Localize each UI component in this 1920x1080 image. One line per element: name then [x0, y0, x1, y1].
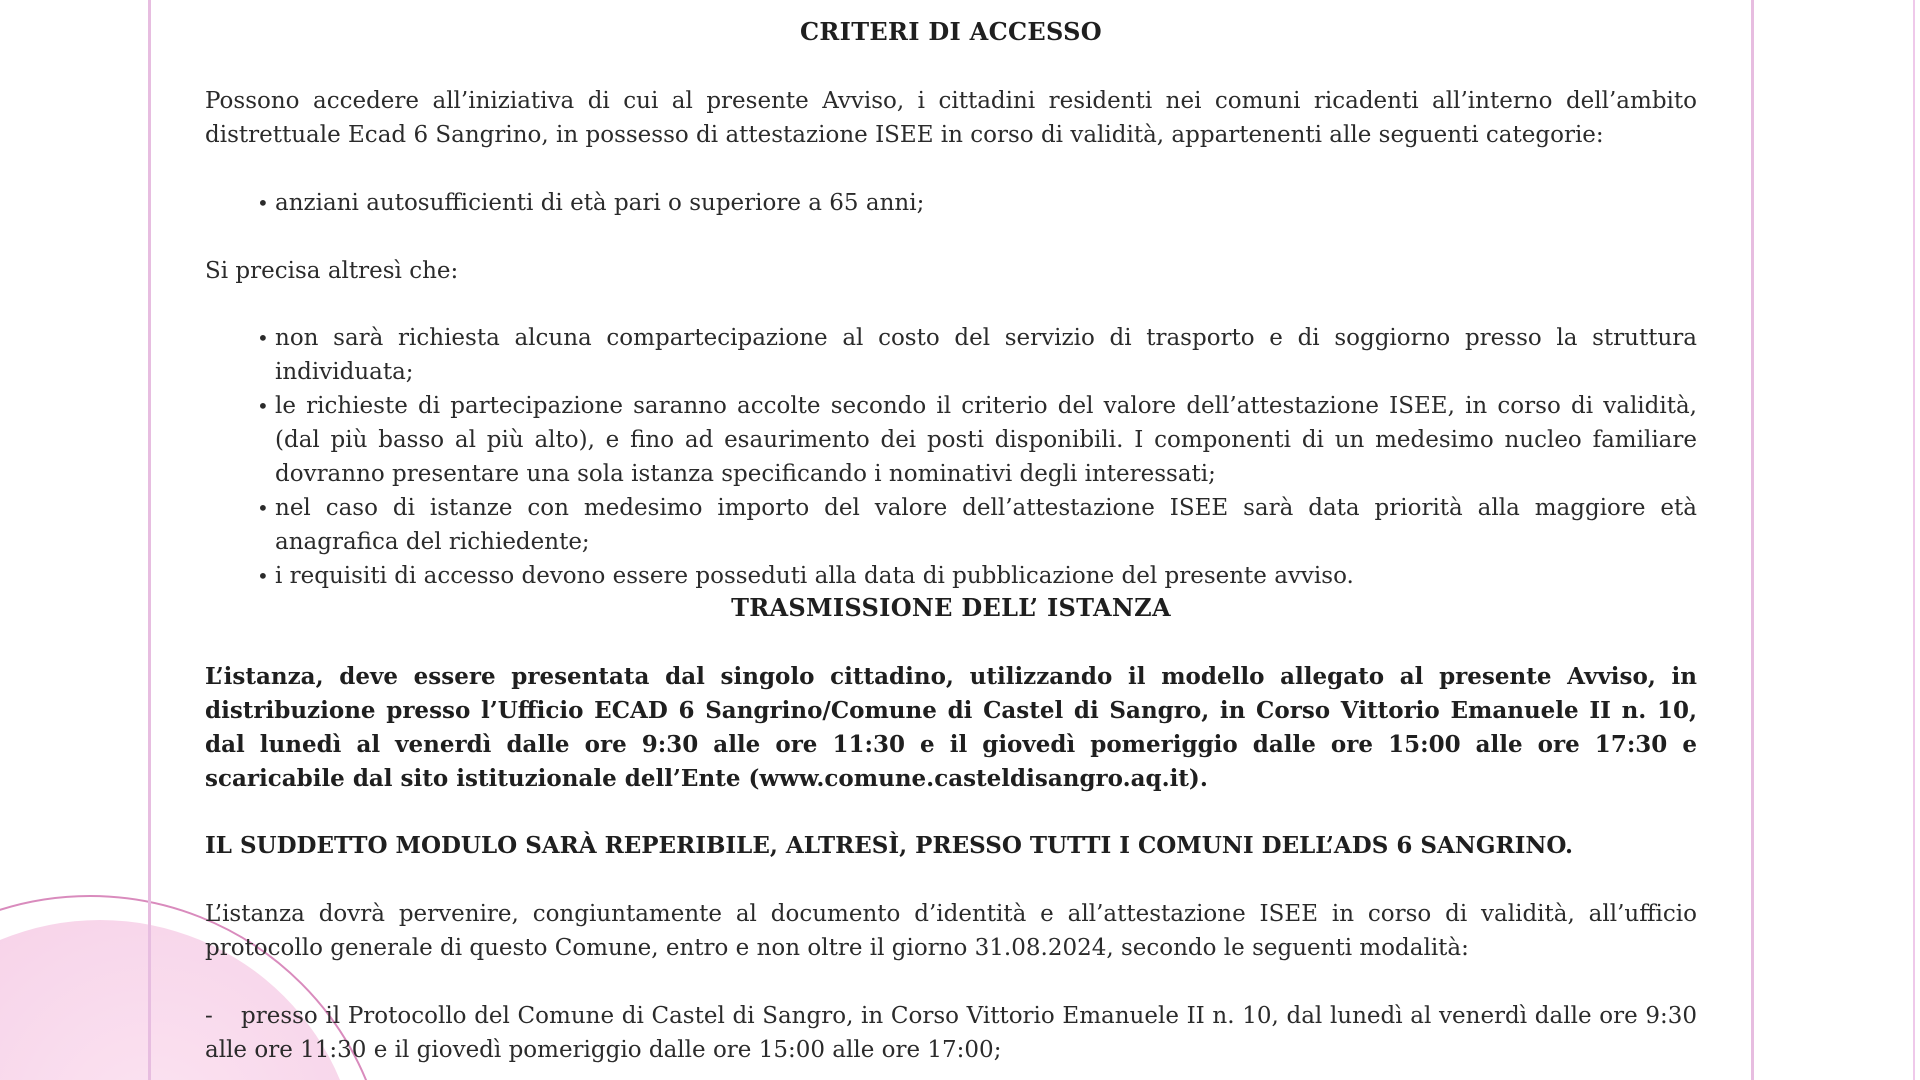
list-item: [205, 186, 1697, 220]
note-text: nel caso di istanze con medesimo importo del valore dell’attestazione ISEE sarà data priorità alla maggiore età anagrafica del richiedente;: [275, 495, 1697, 555]
delivery-mode-text: presso il Protocollo del Comune di Castel di Sangro, in Corso Vittorio Emanuele II n. 10, dal lunedì al venerdì dalle ore 9:30 alle ore 11:30 e il giovedì pomeriggio dalle ore 15:00 alle ore 17:00;: [205, 1003, 1697, 1063]
category-text: anziani autosufficienti di età pari o superiore a 65 anni;: [275, 190, 925, 216]
bullet-icon: •: [257, 564, 269, 588]
note-text: i requisiti di accesso devono essere posseduti alla data di pubblicazione del presente avviso.: [275, 563, 1354, 589]
list-item: [205, 559, 1697, 593]
module-availability-notice: IL SUDDETTO MODULO SARÀ REPERIBILE, ALTRESÌ, PRESSO TUTTI I COMUNI DELL’ADS 6 SANGRINO.: [205, 832, 1574, 859]
page-outer-right-border: [1913, 0, 1915, 1080]
bullet-icon: •: [257, 326, 269, 350]
page-frame-left-border: [148, 0, 151, 1080]
list-item: [205, 389, 1697, 491]
page-frame-right-border: [1751, 0, 1754, 1080]
bullet-icon: •: [257, 496, 269, 520]
notes-list: [205, 321, 1697, 593]
categories-list: [205, 186, 1697, 220]
note-text: le richieste di partecipazione saranno accolte secondo il criterio del valore dell’attestazione ISEE, in corso di validità, (dal più basso al più alto), e fino ad esaurimento dei posti disponibili. I componenti di un medesimo nucleo familiare dovranno presentare una sola istanza specificando i nominativi degli interessati;: [275, 393, 1697, 487]
submission-instructions-paragraph: L’istanza, deve essere presentata dal singolo cittadino, utilizzando il modello allegato al presente Avviso, in distribuzione presso l’Ufficio ECAD 6 Sangrino/Comune di Castel di Sangro, in Corso Vittorio Emanuele II n. 10, dal lunedì al venerdì dalle ore 9:30 alle ore 11:30 e il giovedì pomeriggio dalle ore 15:00 alle ore 17:30 e scaricabile dal sito istituzionale dell’Ente (www.comune.casteldisangro.aq.it).: [205, 663, 1697, 792]
list-item: [205, 321, 1697, 389]
dash-marker: -: [205, 1003, 213, 1029]
section-heading-access-criteria: CRITERI DI ACCESSO: [800, 17, 1102, 46]
bullet-icon: •: [257, 394, 269, 418]
list-item: [205, 491, 1697, 559]
note-text: non sarà richiesta alcuna compartecipazione al costo del servizio di trasporto e di soggiorno presso la struttura individuata;: [275, 325, 1697, 385]
delivery-deadline-paragraph: L’istanza dovrà pervenire, congiuntamente al documento d’identità e all’attestazione ISEE in corso di validità, all’ufficio protocollo generale di questo Comune, entro e non oltre il giorno 31.08.2024, secondo le seguenti modalità:: [205, 901, 1697, 961]
access-intro-paragraph: Possono accedere all’iniziativa di cui al presente Avviso, i cittadini residenti nei comuni ricadenti all’interno dell’ambito distrettuale Ecad 6 Sangrino, in possesso di attestazione ISEE in corso di validità, appartenenti alle seguenti categorie:: [205, 88, 1697, 148]
notes-intro-paragraph: Si precisa altresì che:: [205, 258, 459, 284]
section-heading-submission: TRASMISSIONE DELL’ ISTANZA: [731, 593, 1171, 622]
bullet-icon: •: [257, 191, 269, 215]
list-item: [205, 999, 1697, 1067]
